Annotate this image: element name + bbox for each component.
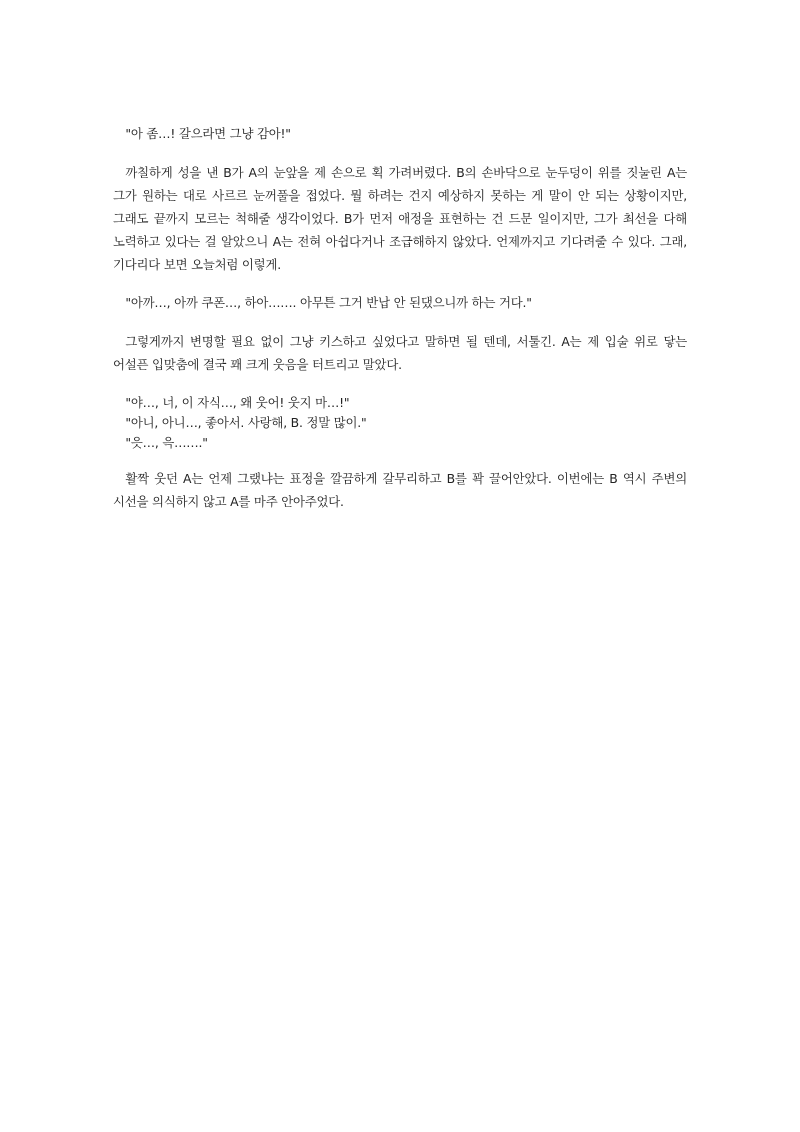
paragraph-gap [113, 313, 687, 330]
dialogue-line: "아니, 아니…, 좋아서. 사랑해, B. 정말 많이." [125, 415, 367, 430]
paragraph-gap [113, 376, 687, 393]
paragraph-gap [113, 276, 687, 293]
dialogue-line: "아까…, 아까 쿠폰…, 하아……. 아무튼 그거 반납 안 된댔으니까 하는 거다." [125, 295, 532, 310]
paragraph: 활짝 웃던 A는 언제 그랬냐는 표정을 깔끔하게 갈무리하고 B를 꽉 끌어안았다. 이번에는 B 역시 주변의 시선을 의식하지 않고 A를 마주 안아주었다. [113, 471, 687, 509]
dialogue-line: "읏…, 윽……." [125, 435, 208, 450]
document-body [113, 124, 687, 513]
dialogue-line: "야…, 너, 이 자식…, 왜 웃어! 웃지 마…!" [125, 395, 350, 410]
paragraph: 그렇게까지 변명할 필요 없이 그냥 키스하고 싶었다고 말하면 될 텐데, 서툴긴. A는 제 입술 위로 닿는 어설픈 입맞춤에 결국 꽤 크게 웃음을 터트리고 말았다. [113, 334, 687, 372]
paragraph-gap [113, 144, 687, 161]
paragraph-gap [113, 453, 687, 467]
dialogue-line: "아 좀…! 갈으라면 그냥 감아!" [125, 126, 291, 141]
paragraph: 까칠하게 성을 낸 B가 A의 눈앞을 제 손으로 획 가려버렸다. B의 손바닥으로 눈두덩이 위를 짓눌린 A는 그가 원하는 대로 사르르 눈꺼풀을 접었다. 뭘 하려는 건지 예상하지 못하는 게 말이 안 되는 상황이지만, 그래도 끝까지 모르는 척해줄 생각이었다. B가 먼저 애정을 표현하는 건 드문 일이지만, 그가 최선을 다해 노력하고 있다는 걸 알았으니 A는 전혀 아쉽다거나 조급해하지 않았다. 언제까지고 기다려줄 수 있다. 그래, 기다리다 보면 오늘처럼 이렇게. [113, 165, 687, 272]
